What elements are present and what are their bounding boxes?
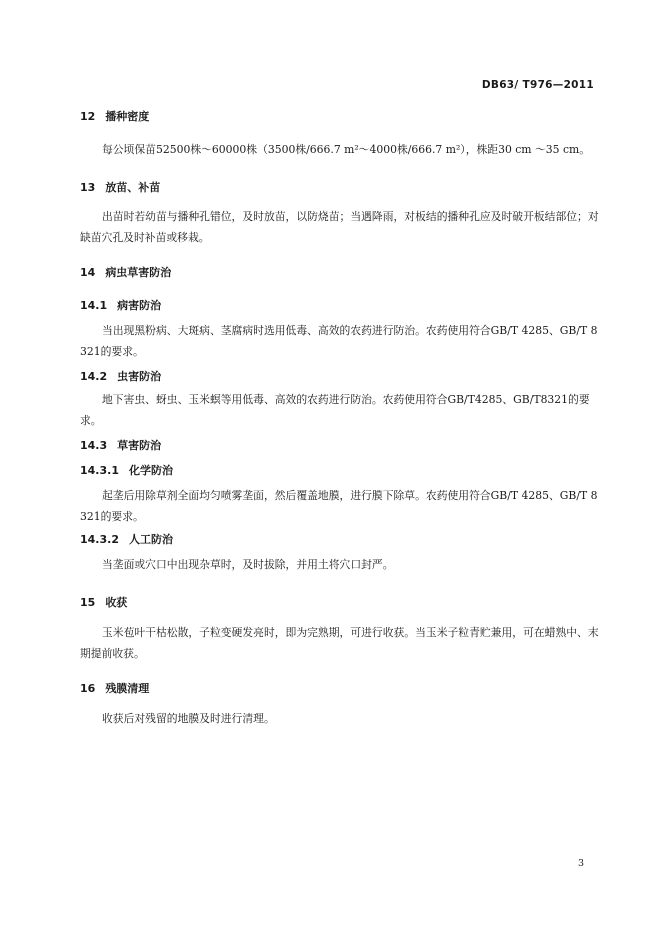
section-heading-15 bbox=[80, 594, 127, 610]
section-body-14-2: 地下害虫、蚜虫、玉米螟等用低毒、高效的农药进行防治。农药使用符合GB/T4285、GB/T8321的要求。 bbox=[80, 393, 590, 427]
section-body-14-3-2: 当垄面或穴口中出现杂草时，及时拔除，并用土将穴口封严。 bbox=[102, 558, 394, 571]
section-heading-12 bbox=[80, 108, 149, 124]
section-heading-14-1 bbox=[80, 297, 161, 313]
section-number: 15 bbox=[80, 596, 96, 609]
section-title: 草害防治 bbox=[117, 439, 162, 452]
section-heading-14 bbox=[80, 264, 171, 280]
section-title: 病害防治 bbox=[117, 299, 162, 312]
section-number: 12 bbox=[80, 110, 96, 123]
section-heading-14-3-1 bbox=[80, 462, 173, 478]
section-body-13: 出苗时若幼苗与播种孔错位，及时放苗，以防烧苗；当遇降雨，对板结的播种孔应及时破开板结部位；对缺苗穴孔及时补苗或移栽。 bbox=[80, 210, 599, 244]
section-heading-14-2 bbox=[80, 368, 161, 384]
section-body-14-1: 当出现黑粉病、大斑病、茎腐病时选用低毒、高效的农药进行防治。农药使用符合GB/T 4285、GB/T 8321的要求。 bbox=[80, 324, 598, 358]
section-title: 病虫草害防治 bbox=[105, 266, 172, 279]
section-number: 14.1 bbox=[80, 299, 108, 312]
section-number: 16 bbox=[80, 682, 96, 695]
section-title: 化学防治 bbox=[128, 464, 173, 477]
document-id-header: DB63/ T976—2011 bbox=[481, 79, 594, 91]
section-title: 残膜清理 bbox=[105, 682, 150, 695]
section-heading-14-3-2 bbox=[80, 531, 173, 547]
section-body-15: 玉米苞叶干枯松散，子粒变硬发亮时，即为完熟期，可进行收获。当玉米子粒青贮兼用，可在蜡熟中、末期提前收获。 bbox=[80, 626, 599, 660]
section-number: 14.3.1 bbox=[80, 464, 119, 477]
section-heading-14-3 bbox=[80, 437, 161, 453]
section-number: 14.3 bbox=[80, 439, 108, 452]
section-title: 播种密度 bbox=[105, 110, 150, 123]
section-number: 14.2 bbox=[80, 370, 108, 383]
section-number: 13 bbox=[80, 181, 96, 194]
section-body-14-3-1: 起垄后用除草剂全面均匀喷雾垄面，然后覆盖地膜，进行膜下除草。农药使用符合GB/T 4285、GB/T 8321的要求。 bbox=[80, 489, 598, 523]
page-number: 3 bbox=[577, 858, 584, 869]
section-title: 人工防治 bbox=[128, 533, 173, 546]
section-body-12: 每公顷保苗52500株～60000株（3500株/666.7 m²～4000株/666.7 m²），株距30 cm ～35 cm。 bbox=[102, 143, 591, 156]
section-number: 14 bbox=[80, 266, 96, 279]
section-body-16: 收获后对残留的地膜及时进行清理。 bbox=[102, 712, 275, 725]
section-heading-13 bbox=[80, 179, 160, 195]
section-heading-16 bbox=[80, 680, 149, 696]
section-title: 虫害防治 bbox=[117, 370, 162, 383]
section-title: 放苗、补苗 bbox=[105, 181, 161, 194]
section-title: 收获 bbox=[105, 596, 128, 609]
section-number: 14.3.2 bbox=[80, 533, 119, 546]
